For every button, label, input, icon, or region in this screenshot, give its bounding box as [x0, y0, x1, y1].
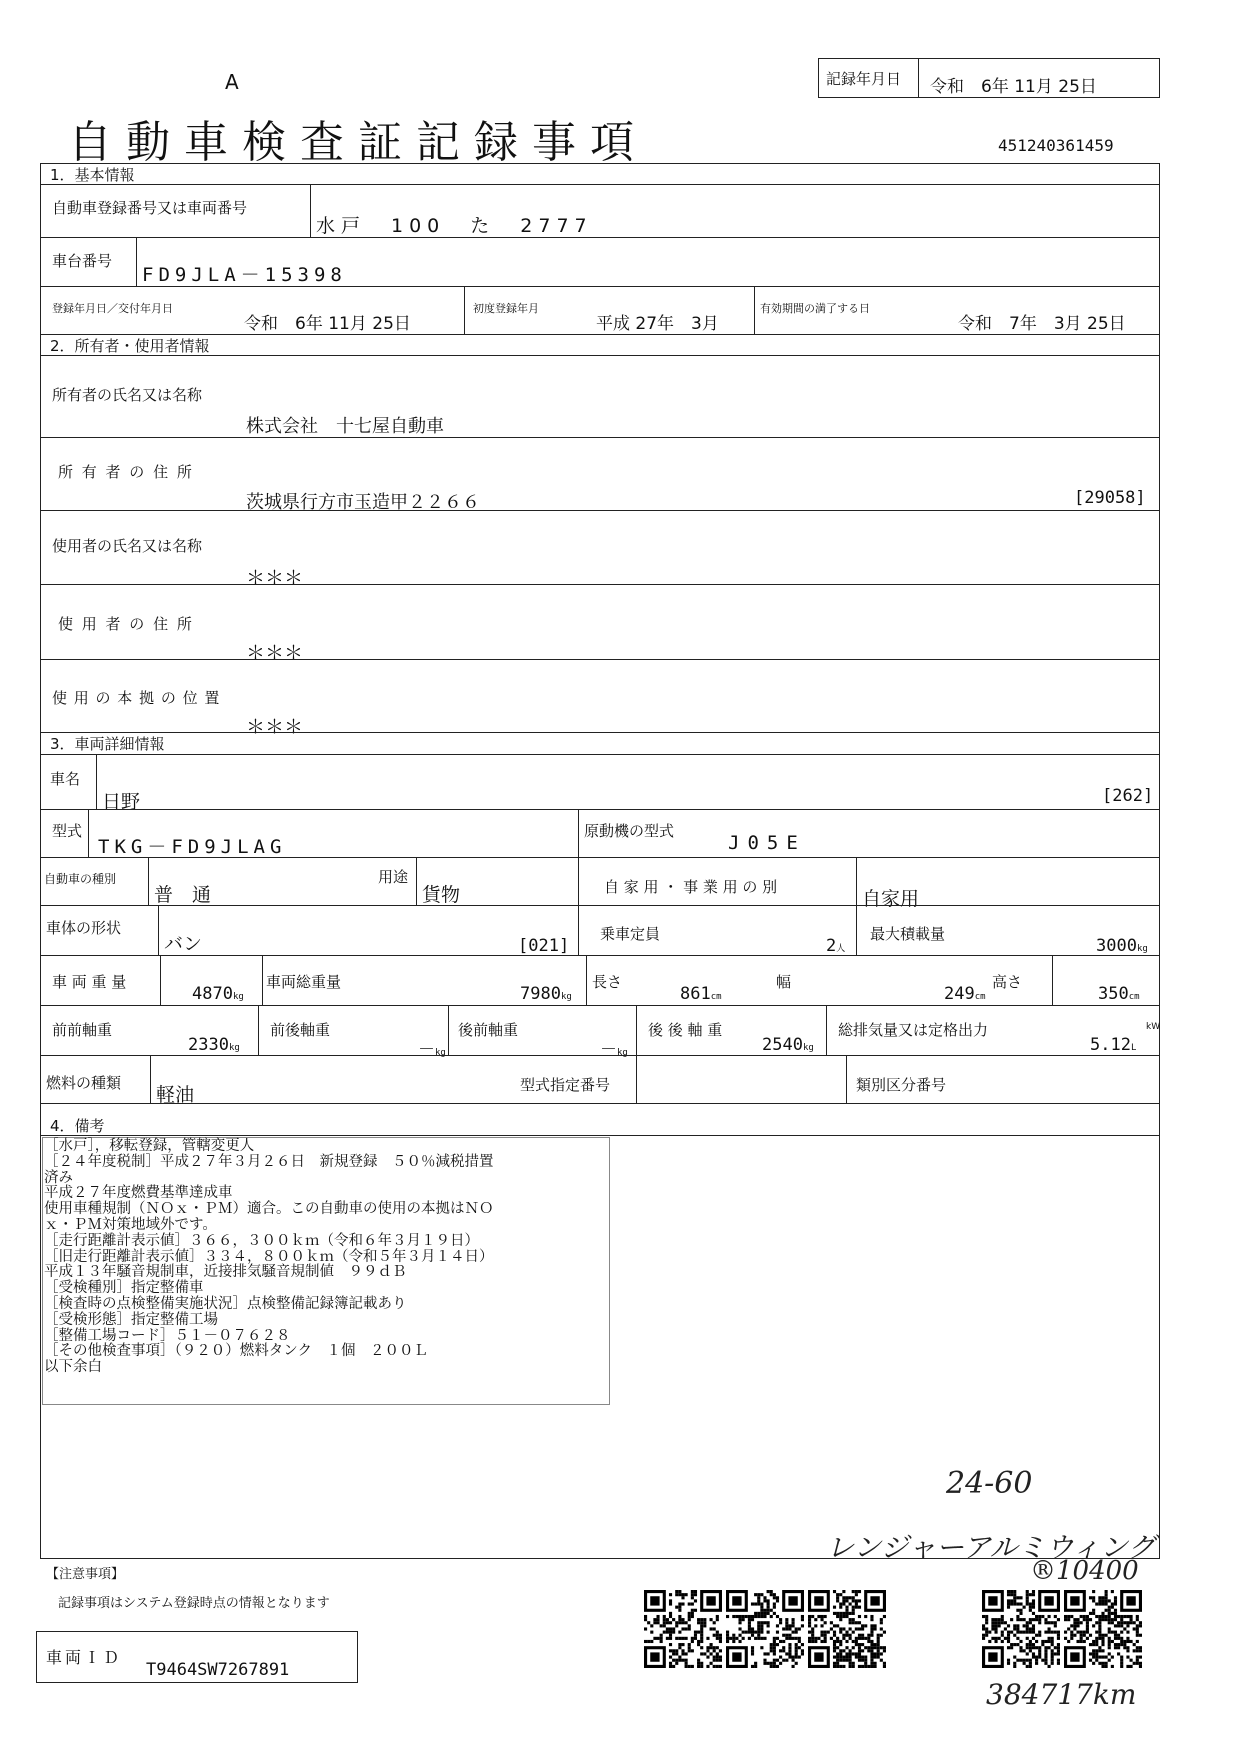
category: 普 通: [154, 884, 212, 906]
rf-axle-unit: kg: [617, 1048, 628, 1058]
engine-model: J05E: [728, 832, 806, 854]
displacement-label: 総排気量又は定格出力: [838, 1021, 989, 1039]
notes-heading: 【注意事項】: [46, 1567, 125, 1582]
width-unit: cm: [974, 992, 986, 1002]
first-reg: 平成 27年 3月: [596, 314, 719, 334]
vehicle-id: T9464SW7267891: [146, 1660, 290, 1680]
divider: [846, 1055, 847, 1103]
divider: [40, 955, 1160, 956]
divider: [826, 1005, 827, 1055]
height-unit: cm: [1128, 992, 1140, 1002]
model: TKG－FD9JLAG: [98, 836, 287, 858]
remarks-line: ［整備工場コード］５１－０７６２８: [44, 1327, 291, 1344]
length: [680, 984, 722, 1004]
remarks-line: ［走行距離計表示値］３６６，３００ｋｍ（令和６年３月１９日）: [44, 1232, 479, 1249]
displacement-value: 5.12: [1090, 1035, 1131, 1055]
private-business-label: 自 家 用 ・ 事 業 用 の 別: [604, 878, 778, 896]
divider: [40, 754, 1160, 755]
divider: [40, 809, 1160, 810]
ff-axle-label: 前前軸重: [52, 1021, 113, 1039]
divider: [88, 809, 89, 857]
max-load-label: 最大積載量: [870, 925, 946, 943]
remarks-line: ［その他検査事項］（９２０）燃料タンク １個 ２００Ｌ: [44, 1343, 428, 1360]
divider: [578, 809, 579, 857]
divider: [40, 584, 1160, 585]
divider: [148, 857, 149, 905]
car-name-code: [262]: [1102, 786, 1154, 806]
remarks-text: [44, 1139, 494, 1376]
divider: [310, 184, 311, 237]
divider: [40, 184, 1160, 185]
capacity-value: 2: [826, 936, 837, 956]
type-designation-label: 型式指定番号: [520, 1076, 611, 1094]
divider: [586, 955, 587, 1005]
qr-code-2: [726, 1590, 804, 1668]
fuel-label: 燃料の種類: [46, 1074, 122, 1092]
base-location-label: 使 用 の 本 拠 の 位 置: [52, 689, 221, 707]
divider: [636, 1005, 637, 1055]
gross-weight: [520, 984, 572, 1004]
qr-code-4: [982, 1590, 1060, 1668]
chassis-label: 車台番号: [52, 252, 113, 270]
divider: [150, 1055, 151, 1103]
class-label: 類別区分番号: [856, 1076, 947, 1094]
rr-axle-value: 2540: [762, 1035, 803, 1055]
divider: [40, 237, 1160, 238]
max-load-unit: kg: [1136, 944, 1148, 954]
body-shape-code: [021]: [518, 936, 570, 956]
owner-name-label: 所有者の氏名又は名称: [52, 386, 203, 404]
fr-axle-label: 前後軸重: [270, 1021, 331, 1039]
rr-axle-label: 後 後 軸 重: [648, 1021, 723, 1039]
divider: [448, 1005, 449, 1055]
remarks-line: ［２４年度税制］平成２７年３月２６日 新規登録 ５０％減税措置: [44, 1153, 494, 1170]
owner-address-label: 所 有 者 の 住 所: [58, 463, 194, 481]
section4-heading: 4．備考: [50, 1117, 105, 1135]
reg-date: 令和 6年 11月 25日: [244, 314, 411, 334]
divider: [40, 1005, 1160, 1006]
expiry-label: 有効期間の満了する日: [760, 302, 870, 315]
handwritten-note-3: ®10400: [1030, 1556, 1139, 1586]
divider: [258, 1005, 259, 1055]
remarks-line: ［受検種別］指定整備車: [44, 1280, 204, 1297]
notes-text: 記録事項はシステム登録時点の情報となります: [58, 1596, 330, 1611]
reg-no-label: 自動車登録番号又は車両番号: [52, 199, 248, 217]
divider: [40, 857, 1160, 858]
rr-axle: [762, 1035, 814, 1055]
capacity-unit: 人: [836, 944, 846, 954]
displacement-unit-top: kW: [1146, 1022, 1161, 1032]
divider: [856, 857, 857, 905]
divider: [464, 286, 465, 334]
vehicle-weight-label: 車 両 重 量: [52, 973, 127, 991]
user-address-label: 使 用 者 の 住 所: [58, 615, 194, 633]
category-label: 自動車の種別: [44, 872, 117, 886]
gross-weight-label: 車両総重量: [266, 973, 342, 991]
remarks-line: 以下余白: [44, 1359, 102, 1376]
divider: [40, 1135, 1160, 1136]
divider: [40, 355, 1160, 356]
owner-address-code: [29058]: [1074, 488, 1146, 508]
ff-axle-value: 2330: [188, 1035, 229, 1055]
divider: [40, 1103, 1160, 1104]
divider: [40, 732, 1160, 733]
user-name-label: 使用者の氏名又は名称: [52, 537, 203, 555]
rf-axle-value: －: [600, 1040, 617, 1060]
car-name-label: 車名: [50, 770, 81, 788]
capacity: [826, 936, 845, 956]
remarks-line: ｘ・ＰＭ対策地域外です。: [44, 1216, 217, 1233]
user-address: ＊＊＊: [246, 642, 304, 664]
divider: [40, 437, 1160, 438]
vehicle-weight: [192, 984, 244, 1004]
reg-date-label: 登録年月日／交付年月日: [52, 302, 173, 315]
divider: [40, 659, 1160, 660]
divider: [158, 905, 159, 955]
width-value: 249: [944, 984, 975, 1004]
divider: [754, 286, 755, 334]
rr-axle-unit: kg: [802, 1043, 814, 1053]
divider: [1052, 955, 1053, 1005]
handwritten-note-4: 384717km: [986, 1678, 1137, 1711]
rf-axle: [600, 1035, 628, 1060]
height: [1098, 984, 1140, 1004]
model-label: 型式: [52, 822, 83, 840]
divider: [40, 1055, 1160, 1056]
capacity-label: 乗車定員: [600, 925, 661, 943]
length-value: 861: [680, 984, 711, 1004]
chassis-number: FD9JLA－15398: [142, 264, 347, 286]
max-load: [1096, 936, 1148, 956]
body-shape: バン: [164, 933, 203, 955]
qr-code-3: [808, 1590, 886, 1668]
page-title: 自動車検査証記録事項: [68, 117, 648, 168]
width-label: 幅: [776, 973, 792, 991]
height-label: 高さ: [992, 973, 1023, 991]
divider: [578, 857, 579, 905]
fr-axle-unit: kg: [435, 1048, 446, 1058]
private-business: 自家用: [862, 888, 920, 910]
qr-code-1: [644, 1590, 722, 1668]
section1-heading: 1．基本情報: [50, 166, 135, 184]
gross-weight-unit: kg: [560, 992, 572, 1002]
qr-code-5: [1064, 1590, 1142, 1668]
divider: [856, 905, 857, 955]
doc-number: 451240361459: [998, 136, 1114, 155]
width: [944, 984, 986, 1004]
handwritten-note-1: 24-60: [946, 1466, 1033, 1501]
owner-address: 茨城県行方市玉造甲２２６６: [246, 492, 480, 513]
ff-axle: [188, 1035, 240, 1055]
expiry-date: 令和 7年 3月 25日: [958, 314, 1126, 334]
remarks-line: 平成２７年度燃費基準達成車: [44, 1185, 233, 1202]
divider: [262, 955, 263, 1005]
vehicle-weight-value: 4870: [192, 984, 233, 1004]
divider: [40, 286, 1160, 287]
rf-axle-label: 後前軸重: [458, 1021, 519, 1039]
divider: [918, 58, 919, 98]
remarks-line: ［受検形態］指定整備工場: [44, 1311, 218, 1328]
remarks-line: ［旧走行距離計表示値］３３４，８００ｋｍ（令和５年３月１４日）: [44, 1248, 494, 1265]
remarks-line: ［水戸］，移転登録，管轄変更人: [44, 1138, 255, 1154]
remarks-line: 済み: [44, 1169, 73, 1186]
remarks-line: 使用車種規制（ＮＯｘ・ＰＭ）適合。この自動車の使用の本拠はＮＯ: [44, 1201, 494, 1218]
section2-heading: 2．所有者・使用者情報: [50, 337, 210, 355]
reg-no: 水戸 100 た 2777: [316, 215, 593, 237]
remarks-line: ［検査時の点検整備実施状況］点検整備記録簿記載あり: [44, 1295, 407, 1312]
divider: [636, 1055, 637, 1103]
remarks-line: 平成１３年騒音規制車，近接排気騒音規制値 ９９ｄＢ: [44, 1264, 407, 1281]
divider: [40, 510, 1160, 511]
vehicle-weight-unit: kg: [232, 992, 244, 1002]
ff-axle-unit: kg: [228, 1043, 240, 1053]
usage: 貨物: [422, 884, 461, 906]
engine-label: 原動機の型式: [584, 822, 675, 840]
section3-heading: 3．車両詳細情報: [50, 735, 165, 753]
fuel-type: 軽油: [156, 1084, 195, 1106]
gross-weight-value: 7980: [520, 984, 561, 1004]
body-shape-label: 車体の形状: [46, 919, 122, 937]
first-reg-label: 初度登録年月: [473, 302, 539, 315]
vehicle-id-label: 車両ＩＤ: [46, 1648, 123, 1667]
divider: [578, 905, 579, 955]
owner-name: 株式会社 十七屋自動車: [246, 416, 444, 437]
form-mark: A: [225, 70, 239, 94]
length-unit: cm: [710, 992, 722, 1002]
record-date-label: 記録年月日: [826, 70, 902, 88]
user-name: ＊＊＊: [246, 567, 304, 589]
divider: [40, 905, 1160, 906]
base-location: ＊＊＊: [246, 716, 304, 738]
displacement-unit: L: [1130, 1043, 1137, 1053]
divider: [96, 754, 97, 809]
max-load-value: 3000: [1096, 936, 1137, 956]
record-date: 令和 6年 11月 25日: [930, 77, 1097, 97]
divider: [136, 237, 137, 286]
height-value: 350: [1098, 984, 1129, 1004]
divider: [160, 955, 161, 1005]
fr-axle: [418, 1035, 446, 1060]
divider: [416, 857, 417, 905]
handwritten-note-2: レンジャーアルミウィング: [826, 1531, 1156, 1564]
car-name: 日野: [102, 791, 141, 813]
fr-axle-value: －: [418, 1040, 435, 1060]
displacement: [1090, 1035, 1136, 1055]
length-label: 長さ: [592, 973, 623, 991]
usage-label: 用途: [378, 868, 409, 886]
